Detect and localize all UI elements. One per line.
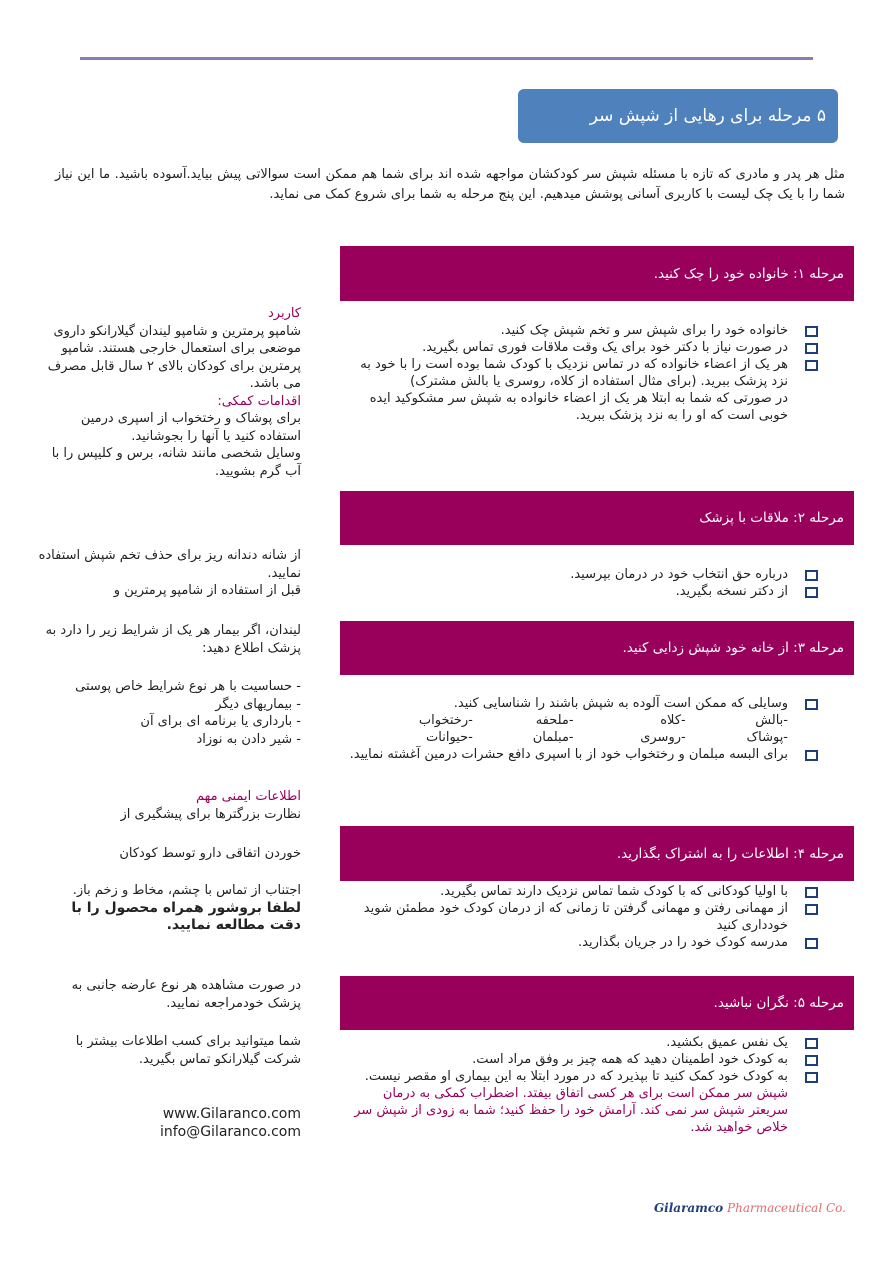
list-note: در صورتی که شما به ابتلا هر یک از اعضاء خانواده به شپش سر مشکوکید ایده خوبی است که او را به نزد پزشک ببرید. (369, 391, 788, 423)
condition-item: - بیماریهای دیگر (215, 696, 301, 712)
table-cell: -بالش (755, 713, 788, 728)
brand-name: Gilaramco (653, 1201, 724, 1215)
sidebar-usage (38, 305, 301, 480)
list-item: از دکتر نسخه بگیرید. (340, 583, 820, 600)
safety-text-3: اجتناب از تماس با چشم، مخاط و زخم باز. (72, 883, 301, 898)
step-3-list (340, 695, 820, 763)
sidebar-safety-2 (38, 845, 301, 863)
sidebar-links (38, 1106, 301, 1141)
table-cell: -رختخواب (418, 713, 473, 728)
condition-item: - بارداری یا برنامه ای برای آن (140, 714, 301, 729)
list-item: از مهمانی رفتن و مهمانی گرفتن تا زمانی که از درمان کودک خود مطمئن شوید خودداری کنید (340, 900, 820, 934)
sidebar-conditions (38, 622, 301, 657)
list-item: با اولیا کودکانی که با کودک شما تماس نزدیک دارند تماس بگیرید. (340, 883, 820, 900)
top-rule (80, 57, 813, 60)
sidebar-safety (38, 788, 301, 823)
page-title: ۵ مرحله برای رهایی از شپش سر (518, 89, 838, 143)
sidebar-condition-list (38, 678, 301, 748)
table-cell: -روسری (640, 730, 686, 745)
list-item: به کودک خود اطمینان دهید که همه چیز بر وفق مراد است. (340, 1051, 820, 1068)
list-item: برای البسه مبلمان و رختخواب خود از با اسپری دافع حشرات درمین آغشته نمایید. (340, 746, 820, 763)
list-item: درباره حق انتخاب خود در درمان بپرسید. (340, 566, 820, 583)
condition-item: - حساسیت با هر نوع شرایط خاص پوستی (75, 679, 301, 694)
brochure-notice: لطفا بروشور همراه محصول را با دقت مطالعه نمایید. (71, 899, 301, 933)
condition-item: - شیر دادن به نوزاد (196, 731, 301, 747)
email-link[interactable]: info@Gilaranco.com (159, 1123, 301, 1140)
sidebar-help (38, 547, 301, 600)
step-4-header: مرحله ۴: اطلاعات را به اشتراک بگذارید. (340, 826, 854, 881)
help-text-3: از شانه دندانه ریز برای حذف تخم شپش استفاده نمایید. (38, 548, 301, 581)
usage-heading: کاربرد (267, 306, 301, 321)
step-3-header: مرحله ۳: از خانه خود شپش زدایی کنید. (340, 621, 854, 675)
sidebar-safety-3 (38, 882, 301, 935)
list-item: خانواده خود را برای شپش سر و تخم شپش چک کنید. (340, 322, 820, 339)
table-cell: -کلاه (660, 713, 686, 728)
list-item: در صورت نیاز با دکتر خود برای یک وقت ملاقات فوری تماس بگیرید. (340, 339, 820, 356)
website-link[interactable]: www.Gilaranco.com (162, 1106, 301, 1122)
list-item: مدرسه کودک خود را در جریان بگذارید. (340, 934, 820, 951)
usage-text: شامپو پرمترین و شامپو لیندان گیلارانکو داروی موضعی برای استعمال خارجی هستند. شامپو پرمترین برای کودکان بالای ۲ سال قابل مصرف می باشد. (47, 323, 301, 391)
help-text-1: برای پوشاک و رختخواب از اسپری درمین استفاده کنید یا آنها را بجوشانید. (80, 411, 301, 444)
sidebar-contact (38, 1033, 301, 1068)
closing-note: شپش سر ممکن است برای هر کسی اتفاق بیفتد. اضطراب کمکی به درمان سریعتر شپش سر نمی کند. آرامش خود را حفظ کنید؛ شما به زودی از شپش سر خلاص خواهید شد. (354, 1086, 788, 1135)
safety-heading: اطلاعات ایمنی مهم (195, 789, 301, 804)
list-item: وسایلی که ممکن است آلوده به شپش باشند را شناسایی کنید. (340, 695, 820, 712)
step-1-list (340, 322, 820, 424)
help-text-4: قبل از استفاده از شامپو پرمترین و (113, 583, 301, 598)
step-5-header: مرحله ۵: نگران نباشید. (340, 976, 854, 1030)
list-item: هر یک از اعضاء خانواده که در تماس نزدیک با کودک شما بوده است را با خود به نزد پزشک ببرید. (برای مثال استفاده از کلاه، روسری یا بالش مشترک) (340, 356, 820, 390)
table-cell: -مبلمان (532, 730, 574, 745)
side-effects-text: در صورت مشاهده هر نوع عارضه جانبی به پزشک خودمراجعه نمایید. (71, 978, 301, 1011)
step-5-list (340, 1034, 820, 1136)
table-cell: -پوشاک (746, 730, 788, 745)
list-item: به کودک خود کمک کنید تا بپذیرد که در مورد ابتلا به این بیماری او مقصر نیست. (340, 1068, 820, 1085)
sidebar-side-effects (38, 977, 301, 1012)
help-text-5: لیندان، اگر بیمار هر یک از شرایط زیر را دارد به پزشک اطلاع دهید: (45, 623, 301, 656)
help-text-2: وسایل شخصی مانند شانه، برس و کلیپس را با آب گرم بشویید. (51, 446, 301, 479)
brand-suffix: Pharmaceutical Co. (727, 1201, 846, 1215)
safety-text-1: نظارت بزرگترها برای پیشگیری از (120, 806, 301, 822)
help-heading: اقدامات کمکی: (217, 393, 301, 409)
footer-brand (654, 1201, 846, 1215)
step-1-header: مرحله ۱: خانواده خود را چک کنید. (340, 246, 854, 301)
intro-paragraph: مثل هر پدر و مادری که تازه با مسئله شپش سر کودکشان مواجهه شده اند برای شما هم ممکن است سوالاتی پیش بیاید.آسوده باشید. ما این نیاز شما را با یک چک لیست با کاربری آسانی پوشش میدهیم. این پنج مرحله به شما برای شروع کمک می نماید. (55, 167, 845, 202)
step-2-list (340, 566, 820, 600)
item-table-wrap (340, 712, 820, 746)
table-cell: -حیوانات (426, 730, 473, 745)
list-item: یک نفس عمیق بکشید. (340, 1034, 820, 1051)
safety-text-2: خوردن اتفاقی دارو توسط کودکان (119, 846, 301, 861)
infested-items-table (340, 712, 788, 746)
table-cell: -ملحفه (535, 713, 574, 728)
step-4-list (340, 883, 820, 951)
step-2-header: مرحله ۲: ملاقات با پزشک (340, 491, 854, 545)
contact-text: شما میتوانید برای کسب اطلاعات بیشتر با شرکت گیلارانکو تماس بگیرید. (75, 1034, 301, 1067)
